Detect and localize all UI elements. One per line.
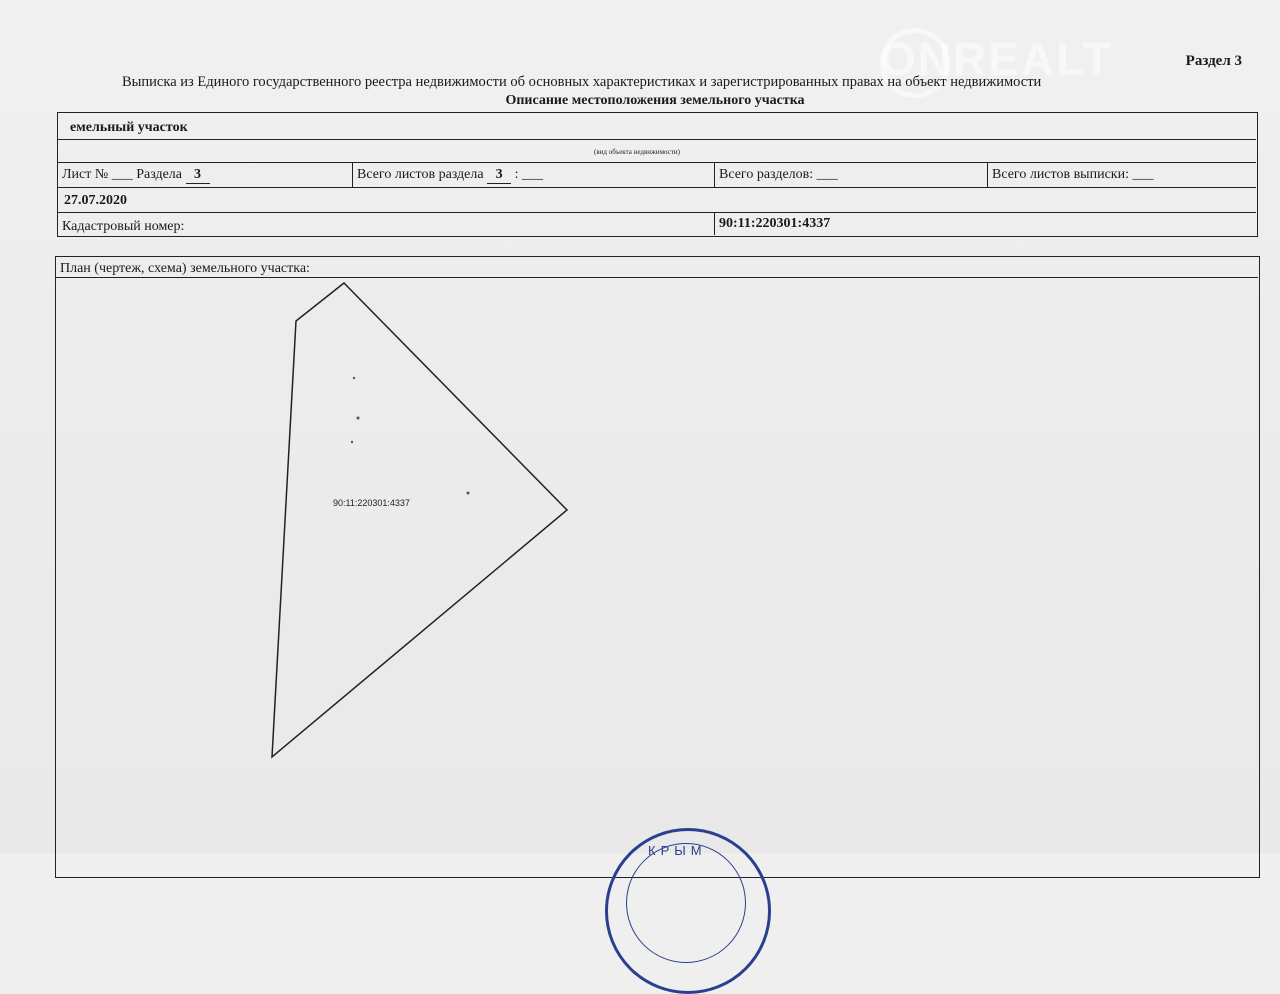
section-label: Раздел 3	[1185, 53, 1242, 69]
total-sheets-section-value: 3	[487, 167, 511, 184]
total-sheets-section-suffix: : ___	[514, 167, 543, 182]
total-sheets-extract-value: ___	[1132, 167, 1154, 182]
sheet-number-value: ___	[111, 167, 133, 182]
plan-label: План (чертеж, схема) земельного участка:	[60, 261, 310, 276]
survey-mark	[467, 492, 470, 495]
total-sheets-extract-label: Всего листов выписки:	[992, 167, 1129, 182]
survey-mark	[351, 441, 353, 443]
cadastral-number-value: 90:11:220301:4337	[719, 216, 831, 231]
total-sections-label: Всего разделов:	[719, 167, 814, 182]
total-sections-value: ___	[816, 167, 838, 182]
extract-date: 27.07.2020	[64, 193, 127, 208]
land-plot-boundary	[272, 283, 567, 757]
document-subtitle: Описание местоположения земельного участка	[505, 93, 805, 108]
sheet-number-label: Лист №	[62, 167, 109, 182]
seal-inner-ring	[626, 843, 746, 963]
cadastral-number-label: Кадастровый номер:	[62, 219, 185, 234]
parcel-label: 90:11:220301:4337	[333, 498, 410, 508]
section-number-label: Раздела	[136, 167, 183, 182]
total-sheets-section-label: Всего листов раздела	[357, 167, 484, 182]
survey-mark	[357, 417, 360, 420]
object-type-caption: (вид объекта недвижимости)	[594, 148, 680, 156]
object-type: емельный участок	[70, 120, 188, 135]
document-title: Выписка из Единого государственного реестра недвижимости об основных характеристиках и зарегистрированных правах на объект недвижимости	[122, 74, 1042, 90]
seal-text: КРЫМ	[648, 843, 707, 858]
section-number-value: 3	[186, 167, 210, 184]
survey-mark	[353, 377, 355, 379]
watermark: ONREALT	[880, 33, 1113, 85]
